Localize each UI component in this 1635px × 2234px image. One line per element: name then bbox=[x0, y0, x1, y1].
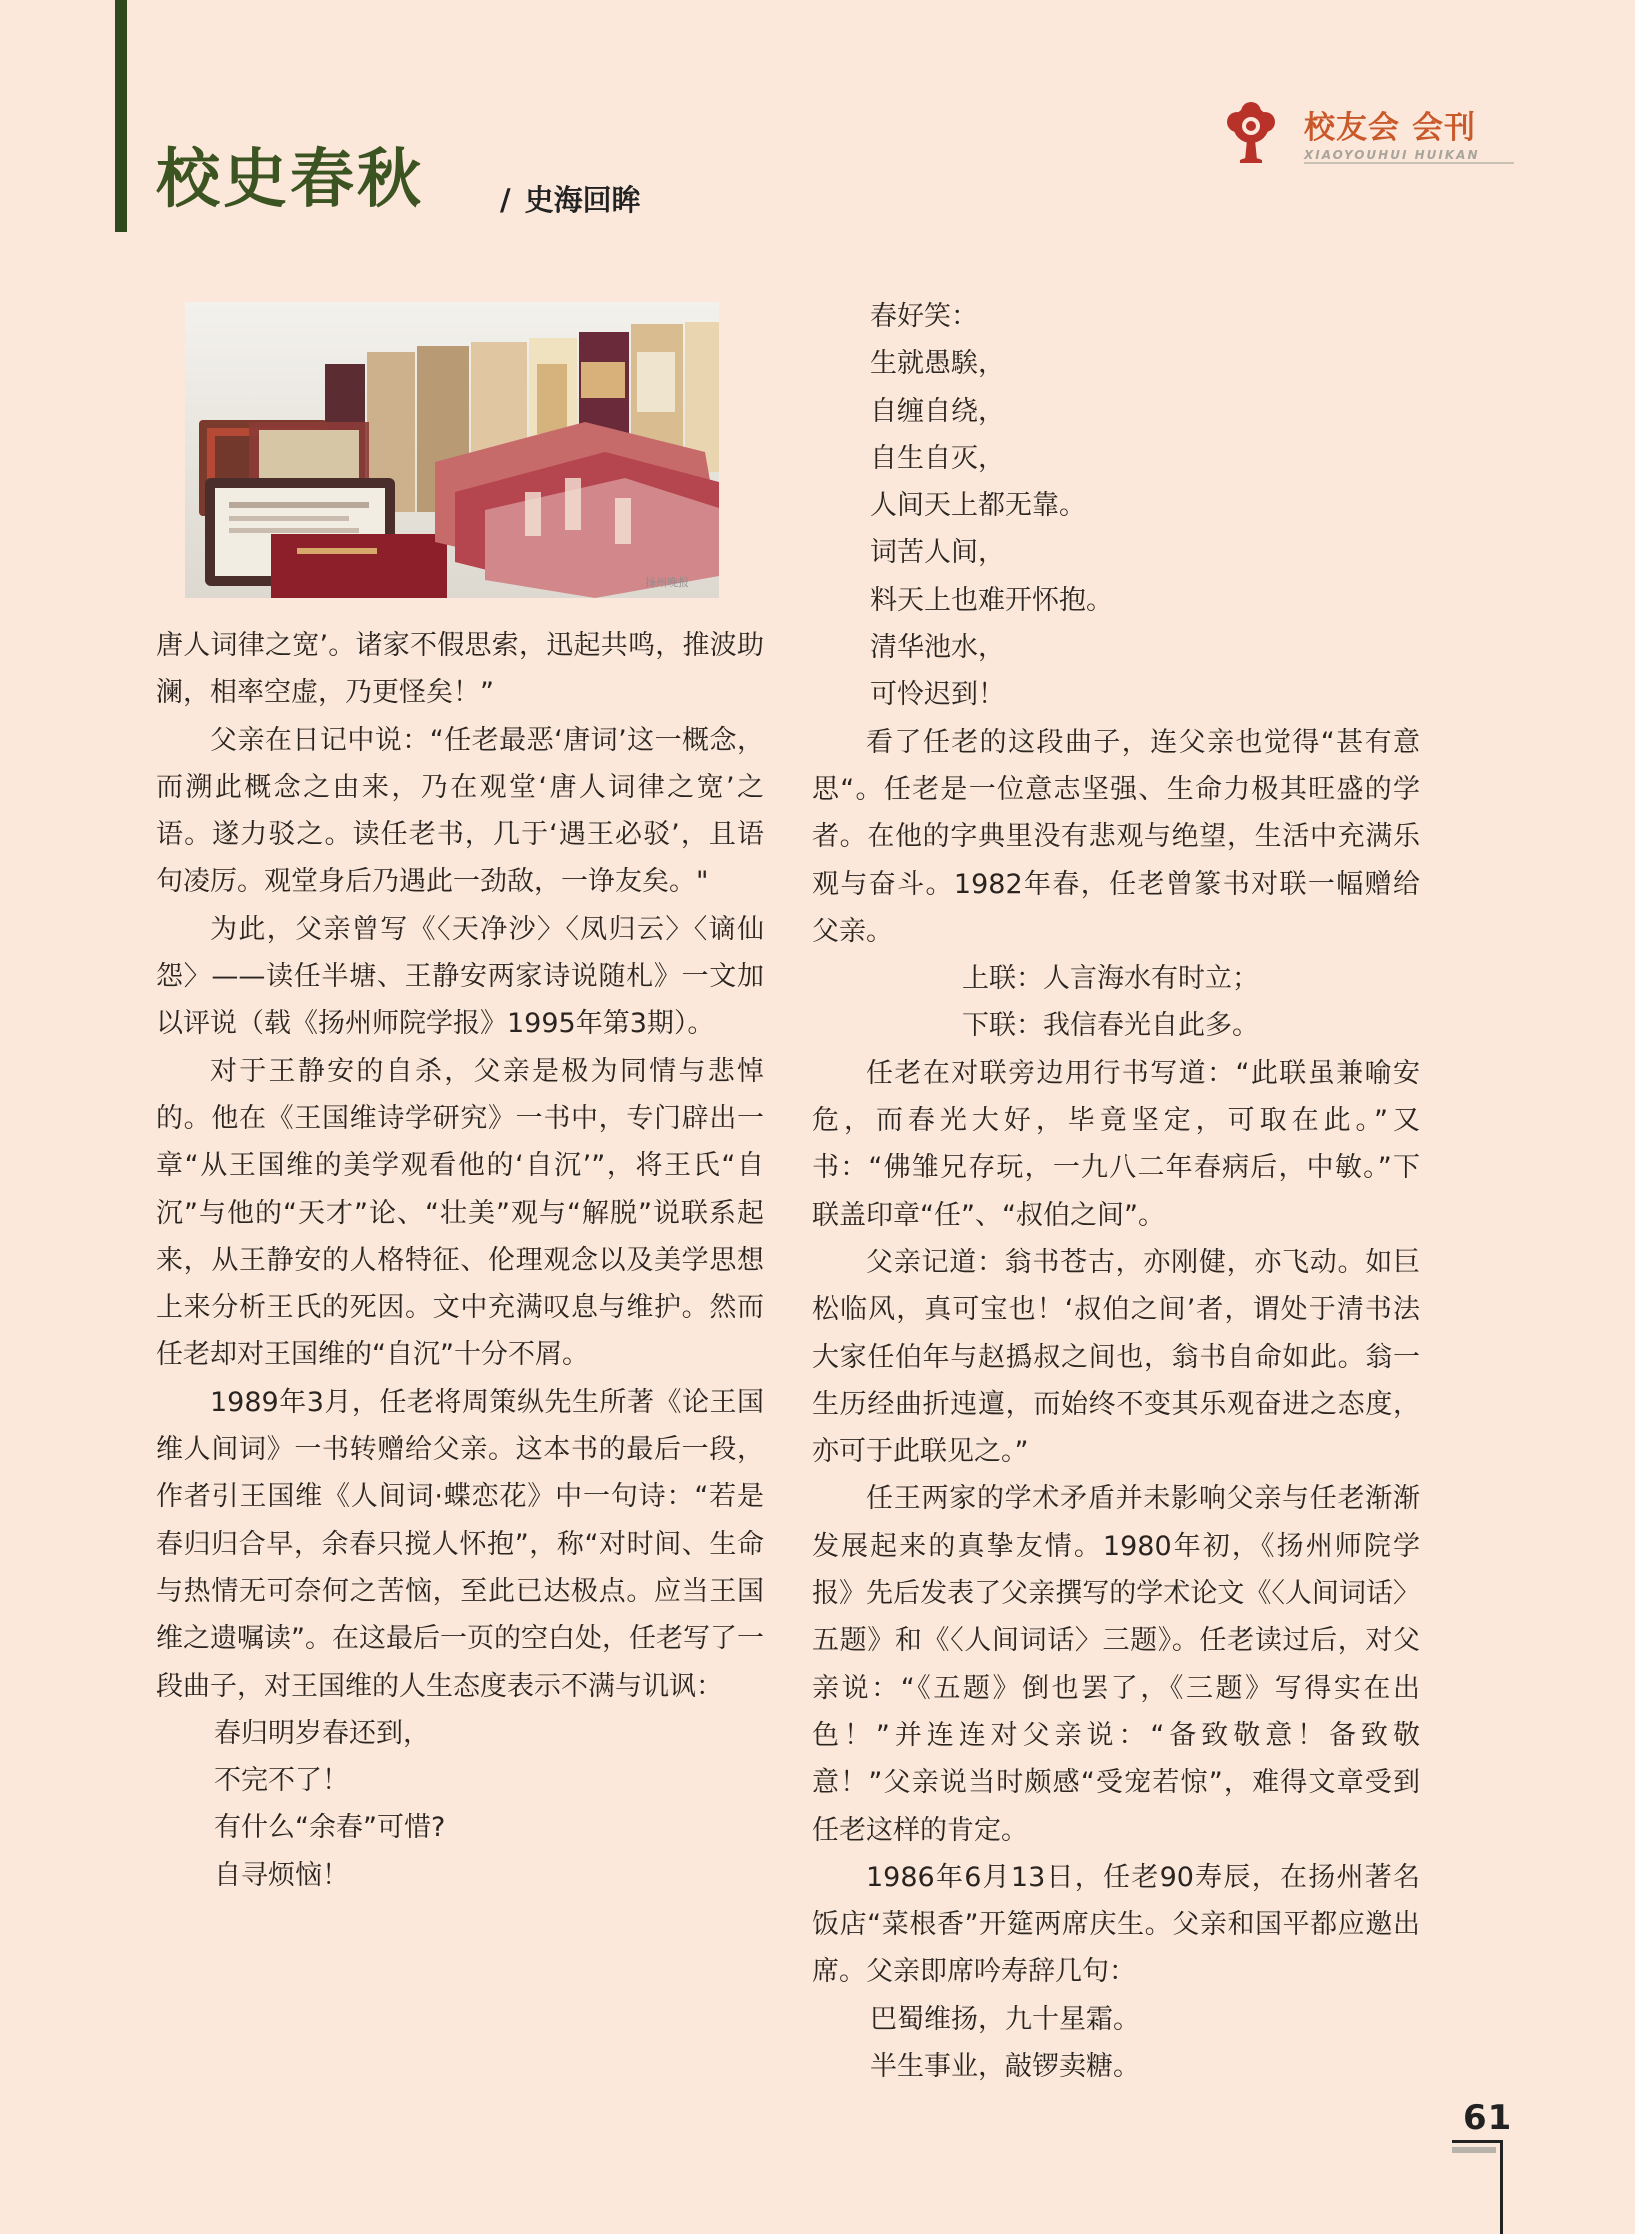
paragraph: 任王两家的学术矛盾并未影响父亲与任老渐渐发展起来的真挚友情。1980年初，《扬州师院学报》先后发表了父亲撰写的学术论文《〈人间词话〉五题》和《〈人间词话〉三题》。任老读过后，对父亲说：“《五题》倒也罢了，《三题》写得实在出色！”并连连对父亲说：“备致敬意！备致敬意！”父亲说当时颇感“受宠若惊”，难得文章受到任老这样的肯定。 bbox=[812, 1483, 1420, 1846]
page-number-rule bbox=[1452, 2140, 1503, 2143]
poem-line: 生就愚騃， bbox=[870, 348, 1005, 380]
brand-name-main: 校友会 bbox=[1304, 110, 1400, 146]
section-accent-bar bbox=[115, 0, 127, 232]
subtitle-text: 史海回眸 bbox=[524, 183, 641, 217]
poem-line: 自缠自绕， bbox=[870, 395, 1005, 427]
books-photo bbox=[185, 302, 719, 598]
paragraph: 1986年6月13日，任老90寿辰，在扬州著名饭店“菜根香”开筵两席庆生。父亲和国平都应邀出席。父亲即席吟寿辞几句： bbox=[812, 1861, 1420, 1988]
poem-line: 春好笑： bbox=[870, 301, 978, 332]
section-title: 校史春秋 bbox=[156, 143, 424, 217]
brand-name-kanz: 会刊 bbox=[1412, 110, 1476, 146]
brand-pinyin: XIAOYOUHUI HUIKAN bbox=[1304, 148, 1480, 162]
poem-line: 不完不了！ bbox=[214, 1765, 349, 1797]
page-number-rule-vertical bbox=[1500, 2140, 1503, 2234]
poem-line: 半生事业，敲锣卖糖。 bbox=[870, 2050, 1140, 2082]
poem-line: 自生自灭， bbox=[870, 442, 1005, 474]
poem-line: 清华池水， bbox=[870, 632, 1005, 664]
paragraph: 唐人词律之宽’。诸家不假思索，迅起共鸣，推波助澜，相率空虚，乃更怪矣！” bbox=[156, 630, 764, 709]
paragraph: 1989年3月，任老将周策纵先生所著《论王国维人间词》一书转赠给父亲。这本书的最后一段，作者引王国维《人间词·蝶恋花》中一句诗：“若是春归归合早，余春只搅人怀抱”，称“对时间、生命与热情无可奈何之苦恼，至此已达极点。应当王国维之遗嘱读”。在这最后一页的空白处，任老写了一段曲子，对王国维的人生态度表示不满与讥讽： bbox=[156, 1386, 764, 1702]
paragraph: 任老在对联旁边用行书写道：“此联虽兼喻安危，而春光大好，毕竟坚定，可取在此。”又书：“佛雏兄存玩，一九八二年春病后，中敏。”下联盖印章“任”、“叔伯之间”。 bbox=[812, 1057, 1420, 1231]
paragraph: 看了任老的这段曲子，连父亲也觉得“甚有意思“。任老是一位意志坚强、生命力极其旺盛的学者。在他的字典里没有悲观与绝望，生活中充满乐观与奋斗。1982年春，任老曾篆书对联一幅赠给父亲。 bbox=[812, 726, 1420, 947]
page-number: 61 bbox=[1463, 2098, 1513, 2138]
poem-line: 有什么“余春”可惜? bbox=[214, 1812, 446, 1844]
poem-line: 可怜迟到！ bbox=[870, 679, 1005, 711]
brand-name bbox=[1304, 102, 1476, 147]
brand-underline bbox=[1304, 162, 1514, 164]
paragraph: 对于王静安的自杀，父亲是极为同情与悲悼的。他在《王国维诗学研究》一书中，专门辟出一章“从王国维的美学观看他的‘自沉’”，将王氏“自沉”与他的“天才”论、“壮美”观与“解脱”说联系起来，从王静安的人格特征、伦理观念以及美学思想上来分析王氏的死因。文中充满叹息与维护。然而任老却对王国维的“自沉”十分不屑。 bbox=[156, 1055, 764, 1371]
poem-line: 人间天上都无靠。 bbox=[870, 490, 1086, 522]
poem-line: 料天上也难开怀抱。 bbox=[870, 584, 1113, 616]
paragraph: 为此，父亲曾写《〈天净沙〉〈凤归云〉〈谪仙怨〉——读任半塘、王静安两家诗说随札》一文加以评说（载《扬州师院学报》1995年第3期）。 bbox=[156, 913, 764, 1040]
photo-watermark: 扬州晚报 bbox=[645, 576, 689, 589]
poem-line: 自寻烦恼！ bbox=[214, 1859, 349, 1891]
couplet-line: 上联：人言海水有时立； bbox=[962, 963, 1259, 995]
paragraph: 父亲记道：翁书苍古，亦刚健，亦飞动。如巨松临风，真可宝也！‘叔伯之间’者，谓处于清书法大家任伯年与赵撝叔之间也，翁书自命如此。翁一生历经曲折迍邅，而始终不变其乐观奋进之态度，亦可于此联见之。” bbox=[812, 1246, 1420, 1468]
poem-line: 巴蜀维扬，九十星霜。 bbox=[870, 2003, 1140, 2035]
magazine-brand bbox=[1218, 98, 1498, 168]
couplet-line: 下联：我信春光自此多。 bbox=[962, 1010, 1259, 1042]
section-subtitle bbox=[500, 183, 641, 217]
tree-emblem-icon bbox=[1218, 100, 1284, 166]
books-photo-illustration bbox=[185, 302, 719, 598]
paragraph: 父亲在日记中说：“任老最恶‘唐词’这一概念，而溯此概念之由来，乃在观堂‘唐人词律之宽’之语。遂力驳之。读任老书，几于‘遇王必驳’，且语句凌厉。观堂身后乃遇此一劲敌，一诤友矣。" bbox=[156, 724, 764, 898]
poem-line: 春归明岁春还到， bbox=[214, 1717, 430, 1749]
left-column bbox=[156, 622, 764, 1899]
page-number-rule-shadow bbox=[1452, 2147, 1496, 2153]
right-column bbox=[812, 293, 1420, 2090]
subtitle-slash: / bbox=[500, 183, 511, 217]
poem-line: 词苦人间， bbox=[870, 537, 1005, 569]
